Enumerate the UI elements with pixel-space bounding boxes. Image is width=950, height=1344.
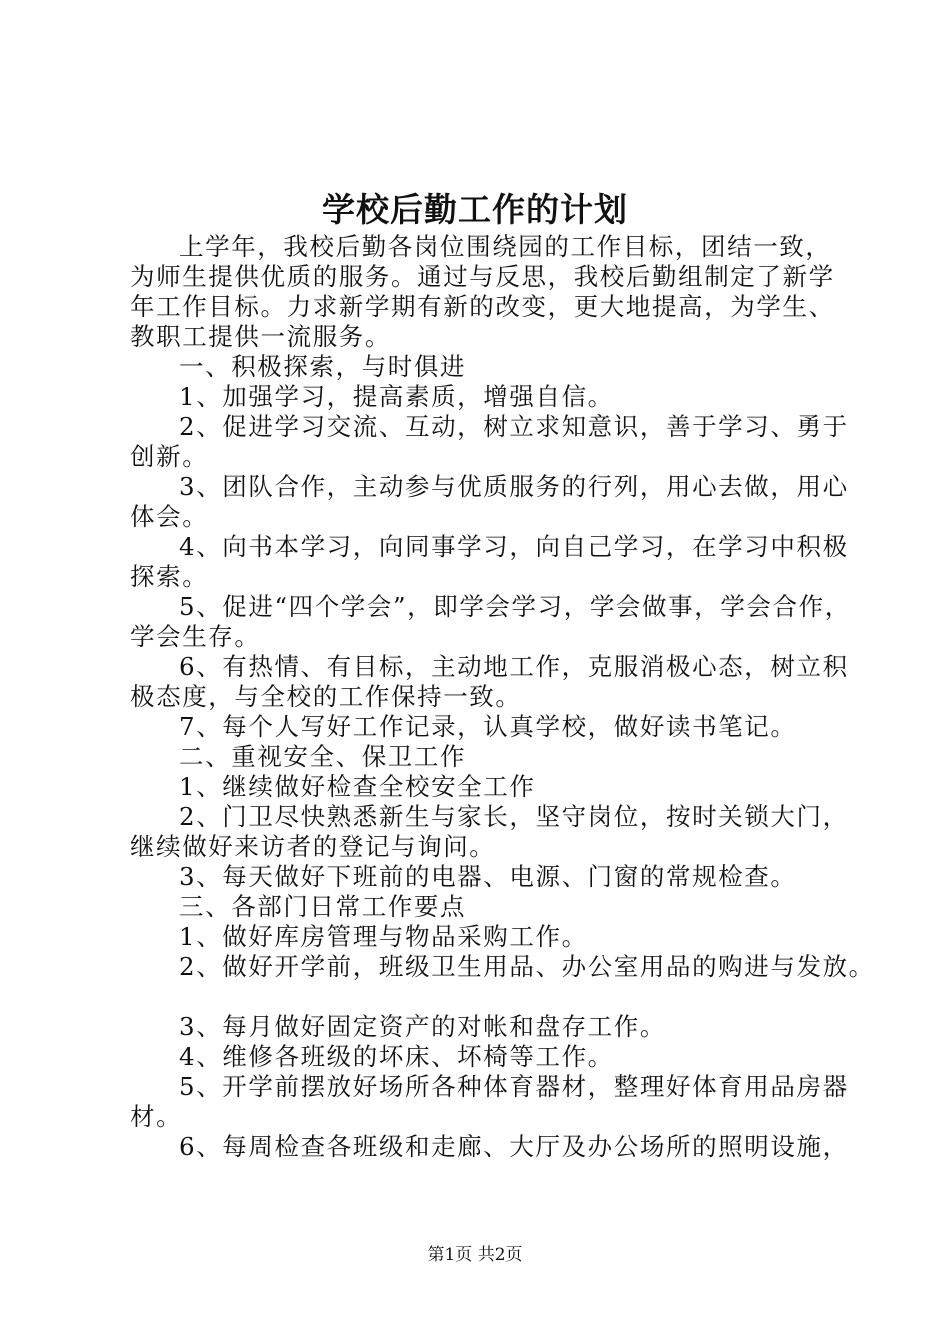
paragraph-line: 二、重视安全、保卫工作: [179, 742, 467, 771]
paragraph-line: 2、门卫尽快熟悉新生与家长，坚守岗位，按时关锁大门，: [179, 802, 849, 831]
paragraph-line: 6、每周检查各班级和走廊、大厅及办公场所的照明设施，: [179, 1132, 849, 1161]
page-footer: 第1页 共2页: [427, 1245, 523, 1265]
paragraph-line: [130, 982, 832, 1012]
paragraph-line: 极态度，与全校的工作保持一致。: [130, 682, 522, 711]
paragraph-line: 5、促进“四个学会”，即学会学习，学会做事，学会合作，: [179, 592, 851, 621]
document-title: 学校后勤工作的计划: [322, 190, 628, 229]
paragraph-line: 年工作目标。力求新学期有新的改变，更大地提高，为学生、: [130, 292, 835, 321]
paragraph-line: 1、加强学习，提高素质，增强自信。: [179, 382, 614, 411]
document-body: [130, 232, 875, 1162]
paragraph-line: 3、团队合作，主动参与优质服务的行列，用心去做，用心: [179, 472, 849, 501]
paragraph-line: 2、做好开学前，班级卫生用品、办公室用品的购进与发放。: [179, 952, 875, 981]
paragraph-line: 探索。: [130, 562, 209, 591]
paragraph-line: 6、有热情、有目标，主动地工作，克服消极心态，树立积: [179, 652, 849, 681]
paragraph-line: 三、各部门日常工作要点: [179, 892, 467, 921]
paragraph-line: 3、每月做好固定资产的对帐和盘存工作。: [179, 1012, 666, 1041]
paragraph-line: 教职工提供一流服务。: [130, 322, 391, 351]
paragraph-line: 为师生提供优质的服务。通过与反思，我校后勤组制定了新学: [130, 262, 835, 291]
paragraph-line: 4、向书本学习，向同事学习，向自己学习，在学习中积极: [179, 532, 849, 561]
paragraph-line: 一、积极探索，与时俱进: [179, 352, 467, 381]
paragraph-line: 上学年，我校后勤各岗位围绕园的工作目标，团结一致，: [179, 232, 832, 261]
paragraph-line: 1、继续做好检查全校安全工作: [179, 772, 536, 801]
paragraph-line: 继续做好来访者的登记与询问。: [130, 832, 496, 861]
paragraph-line: 创新。: [130, 442, 209, 471]
paragraph-line: 1、做好库房管理与物品采购工作。: [179, 922, 588, 951]
paragraph-line: 体会。: [130, 502, 209, 531]
paragraph-line: 材。: [130, 1102, 183, 1131]
paragraph-line: 4、维修各班级的坏床、坏椅等工作。: [179, 1042, 614, 1071]
paragraph-line: 3、每天做好下班前的电器、电源、门窗的常规检查。: [179, 862, 797, 891]
paragraph-line: 7、每个人写好工作记录，认真学校，做好读书笔记。: [179, 712, 797, 741]
paragraph-line: 5、开学前摆放好场所各种体育器材，整理好体育用品房器: [179, 1072, 849, 1101]
paragraph-line: 学会生存。: [130, 622, 261, 651]
paragraph-line: 2、促进学习交流、互动，树立求知意识，善于学习、勇于: [179, 412, 849, 441]
